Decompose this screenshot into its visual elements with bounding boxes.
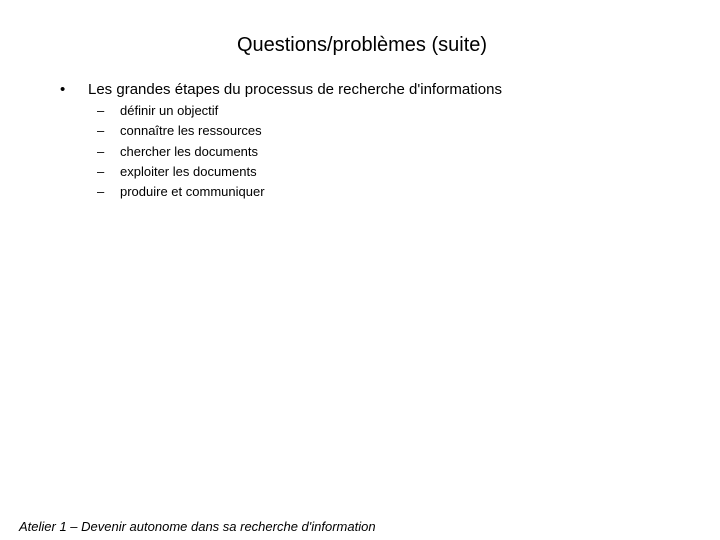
dash-marker: – (97, 103, 105, 118)
step-text: produire et communiquer (120, 184, 265, 200)
step-text: définir un objectif (120, 103, 219, 118)
bullet-marker: • (60, 81, 66, 98)
dash-marker: – (97, 184, 105, 200)
step-text: exploiter les documents (120, 163, 257, 179)
dash-marker: – (97, 163, 105, 179)
step-text: connaître les ressources (120, 123, 262, 139)
step-text: chercher les documents (120, 143, 259, 159)
slide-title: Questions/problèmes (suite) (236, 34, 488, 56)
slide-footer: Atelier 1 – Devenir autonome dans sa recherche d'information (19, 519, 376, 534)
main-bullet-text: Les grandes étapes du processus de recherche d'informations (88, 81, 502, 98)
dash-marker: – (97, 143, 105, 159)
dash-marker: – (97, 123, 105, 139)
